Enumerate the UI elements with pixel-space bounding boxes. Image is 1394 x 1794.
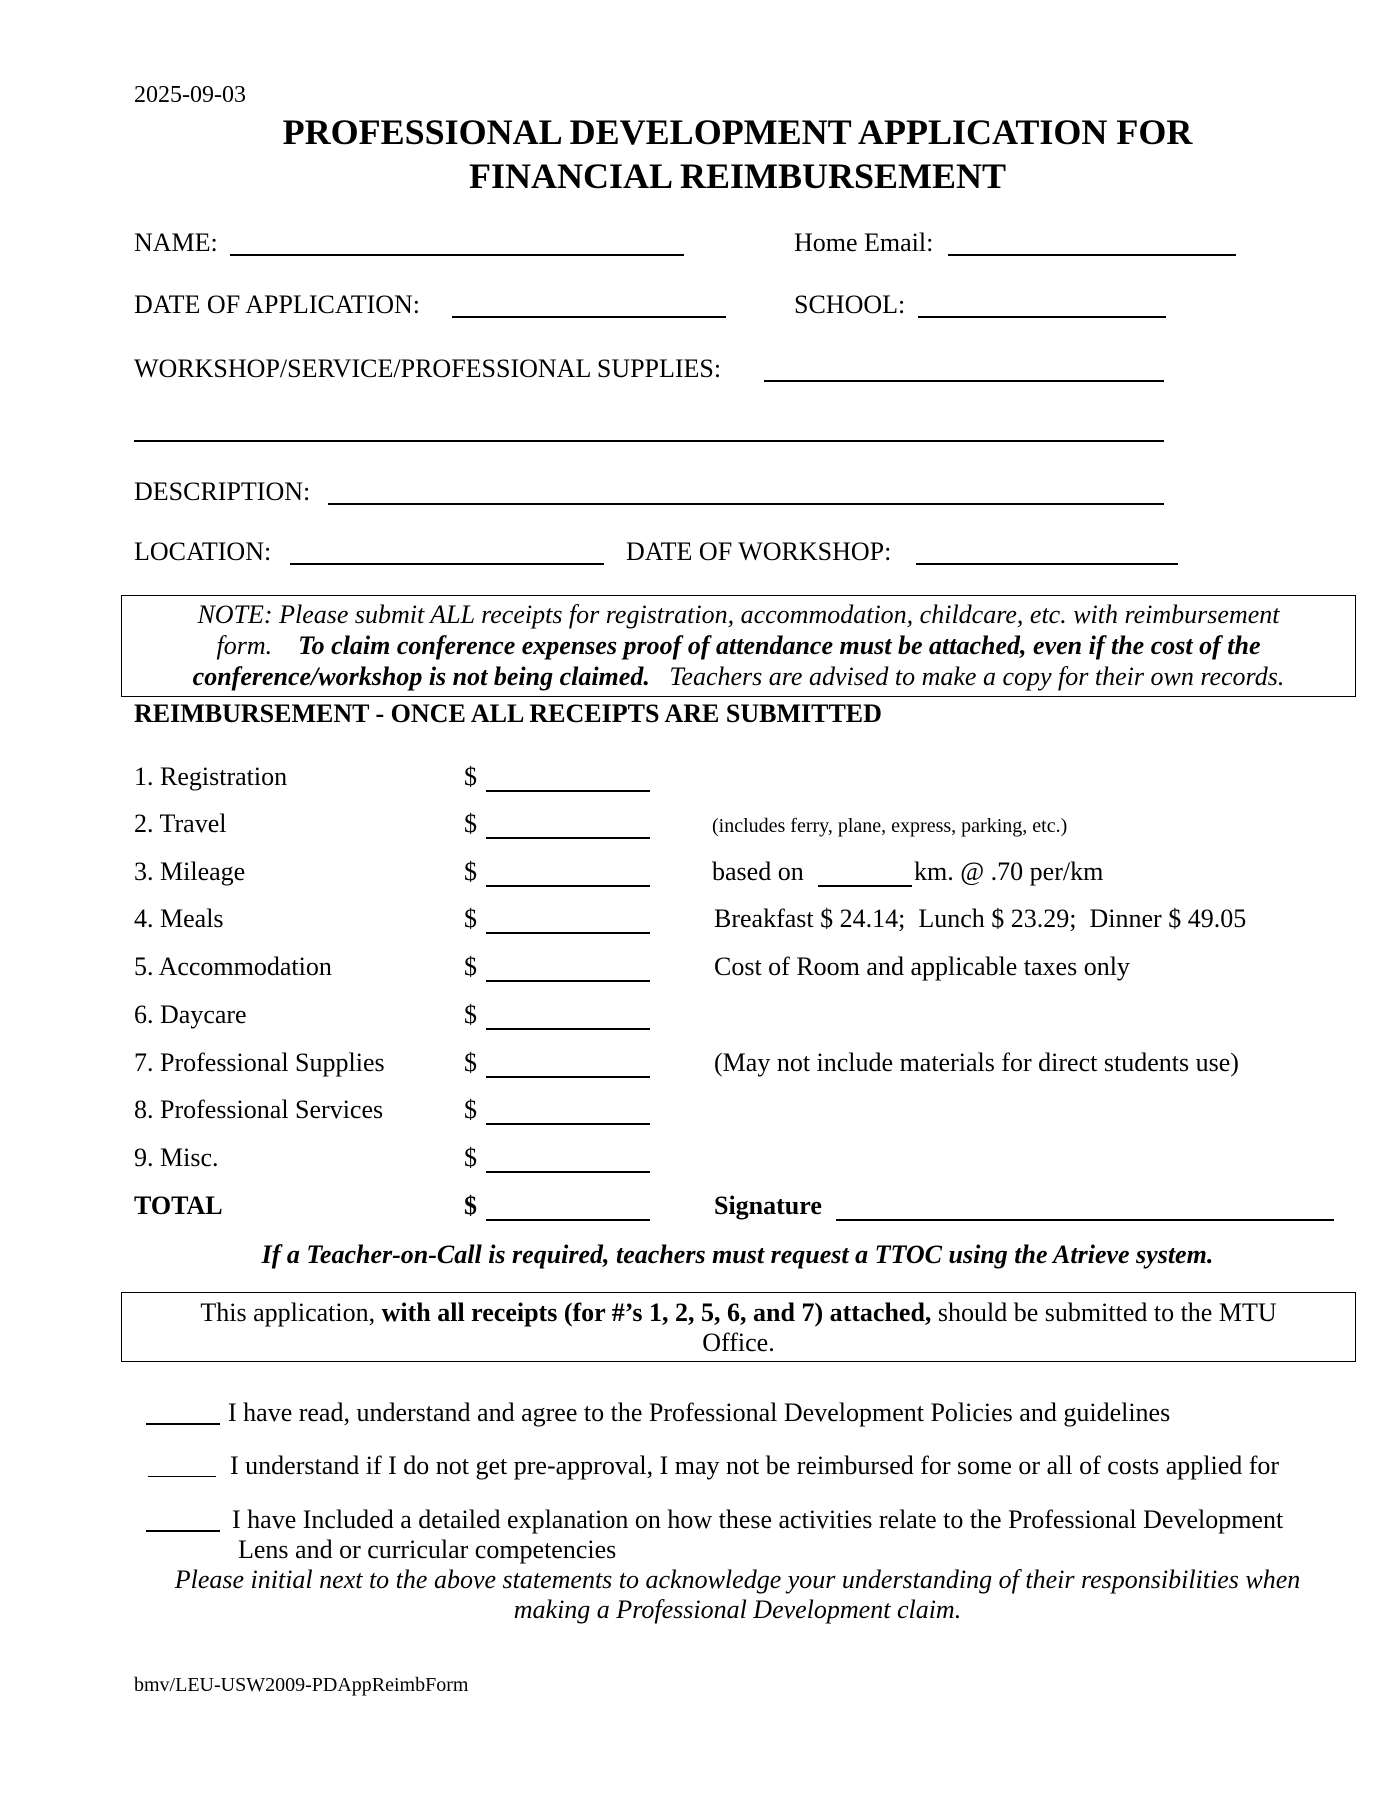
- workshop-field[interactable]: [764, 380, 1164, 382]
- currency-symbol: $: [464, 1095, 477, 1124]
- ack-1-initial-field[interactable]: [146, 1423, 220, 1425]
- currency-symbol: $: [464, 1191, 477, 1220]
- home-email-field[interactable]: [948, 254, 1236, 256]
- currency-symbol: $: [464, 809, 477, 838]
- list-item-meals: 4. Meals: [134, 904, 224, 933]
- signature-label: Signature: [714, 1191, 822, 1220]
- document-title: [0, 110, 1394, 198]
- professional-supplies-detail: (May not include materials for direct students use): [714, 1048, 1239, 1077]
- date-of-workshop-field[interactable]: [916, 563, 1178, 565]
- title-line-2: FINANCIAL REIMBURSEMENT: [468, 156, 1007, 196]
- travel-detail: (includes ferry, plane, express, parking, etc.): [712, 815, 1068, 837]
- date-of-workshop-label: DATE OF WORKSHOP:: [626, 537, 892, 566]
- currency-symbol: $: [464, 1000, 477, 1029]
- meals-detail: Breakfast $ 24.14; Lunch $ 23.29; Dinner $ 49.05: [714, 904, 1247, 933]
- signature-field[interactable]: [836, 1219, 1334, 1221]
- description-field[interactable]: [328, 503, 1164, 505]
- note-line-2: form. To claim conference expenses proof of attendance must be attached, even if the cost of the: [216, 631, 1261, 660]
- date-of-application-label: DATE OF APPLICATION:: [134, 290, 421, 319]
- currency-symbol: $: [464, 762, 477, 791]
- currency-symbol: $: [464, 857, 477, 886]
- location-field[interactable]: [290, 563, 604, 565]
- reimbursement-heading: REIMBURSEMENT - ONCE ALL RECEIPTS ARE SUBMITTED: [134, 699, 882, 728]
- currency-symbol: $: [464, 904, 477, 933]
- submission-line-1: This application, with all receipts (for #’s 1, 2, 5, 6, and 7) attached, should be submitted to the MTU: [200, 1298, 1277, 1327]
- currency-symbol: $: [464, 1048, 477, 1077]
- currency-symbol: $: [464, 1143, 477, 1172]
- list-item-accommodation: 5. Accommodation: [134, 952, 332, 981]
- list-item-mileage: 3. Mileage: [134, 857, 246, 886]
- date-of-application-field[interactable]: [452, 316, 726, 318]
- ack-2-text: I understand if I do not get pre-approval, I may not be reimbursed for some or all of costs applied for: [230, 1451, 1280, 1480]
- mileage-detail-prefix: based on: [712, 857, 804, 886]
- daycare-amount-field[interactable]: [486, 1028, 650, 1030]
- note-box: [121, 595, 1356, 697]
- title-line-1: PROFESSIONAL DEVELOPMENT APPLICATION FOR: [282, 112, 1193, 152]
- submission-line-2: Office.: [702, 1328, 775, 1357]
- list-item-registration: 1. Registration: [134, 762, 288, 791]
- list-item-misc: 9. Misc.: [134, 1143, 219, 1172]
- note-line-3: conference/workshop is not being claimed. Teachers are advised to make a copy for their own records.: [192, 662, 1285, 691]
- mileage-detail-rate: km. @ .70 per/km: [914, 857, 1104, 886]
- initial-instructions: Please initial next to the above statements to acknowledge your understanding of their responsibilities when making a Professional Development claim.: [174, 1565, 1301, 1624]
- accommodation-amount-field[interactable]: [486, 980, 650, 982]
- accommodation-detail: Cost of Room and applicable taxes only: [714, 952, 1130, 981]
- ack-3-text-line-2: Lens and or curricular competencies: [238, 1535, 617, 1564]
- list-item-professional-supplies: 7. Professional Supplies: [134, 1048, 385, 1077]
- description-label: DESCRIPTION:: [134, 477, 311, 506]
- ack-1-text: I have read, understand and agree to the Professional Development Policies and guidelines: [228, 1398, 1171, 1427]
- list-item-professional-services: 8. Professional Services: [134, 1095, 384, 1124]
- workshop-field-line-2[interactable]: [134, 440, 1164, 442]
- ack-3-text: I have Included a detailed explanation on how these activities relate to the Professional Development: [232, 1505, 1284, 1534]
- submission-box: [121, 1292, 1356, 1362]
- location-label: LOCATION:: [134, 537, 272, 566]
- professional-supplies-amount-field[interactable]: [486, 1076, 650, 1078]
- document-date: 2025-09-03: [134, 82, 246, 108]
- school-field[interactable]: [918, 316, 1166, 318]
- list-item-travel: 2. Travel: [134, 809, 227, 838]
- ttoc-notice: If a Teacher-on-Call is required, teachers must request a TTOC using the Atrieve system.: [261, 1240, 1214, 1269]
- workshop-label: WORKSHOP/SERVICE/PROFESSIONAL SUPPLIES:: [134, 354, 722, 383]
- total-label: TOTAL: [134, 1191, 223, 1220]
- name-label: NAME:: [134, 228, 218, 257]
- ack-3-initial-field[interactable]: [146, 1530, 220, 1532]
- professional-services-amount-field[interactable]: [486, 1123, 650, 1125]
- footer-reference: bmv/LEU-USW2009-PDAppReimbForm: [134, 1674, 469, 1696]
- registration-amount-field[interactable]: [486, 790, 650, 792]
- meals-amount-field[interactable]: [486, 932, 650, 934]
- list-item-daycare: 6. Daycare: [134, 1000, 247, 1029]
- mileage-amount-field[interactable]: [486, 885, 650, 887]
- misc-amount-field[interactable]: [486, 1171, 650, 1173]
- school-label: SCHOOL:: [794, 290, 906, 319]
- total-amount-field[interactable]: [486, 1219, 650, 1221]
- home-email-label: Home Email:: [794, 228, 934, 257]
- currency-symbol: $: [464, 952, 477, 981]
- note-line-1: NOTE: Please submit ALL receipts for registration, accommodation, childcare, etc. with reimbursement: [197, 600, 1280, 629]
- ack-2-initial-field[interactable]: [148, 1476, 216, 1477]
- travel-amount-field[interactable]: [486, 837, 650, 839]
- name-field[interactable]: [230, 254, 684, 256]
- mileage-km-field[interactable]: [818, 885, 912, 887]
